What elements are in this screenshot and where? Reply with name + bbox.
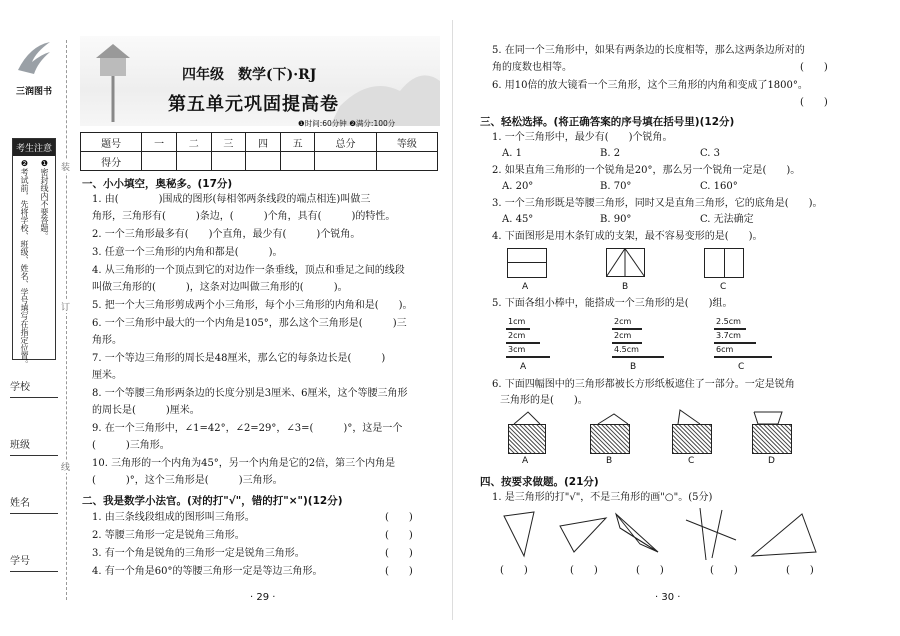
table-row <box>81 133 438 152</box>
option[interactable]: C. 160° <box>700 181 738 192</box>
question-text: 角的度数也相等。 <box>492 62 572 73</box>
stick <box>506 356 550 358</box>
student-id-field[interactable]: 学号 <box>10 552 58 572</box>
question-text: 6. 下面四幅图中的三角形都被长方形纸板遮住了一部分。一定是锐角 <box>492 379 795 390</box>
option[interactable]: A. 1 <box>502 148 522 159</box>
option[interactable]: A. 20° <box>502 181 534 192</box>
question-text: 厘米。 <box>92 370 122 381</box>
table-cell: 四 <box>246 133 281 152</box>
answer-paren[interactable]: ( ) <box>570 565 598 576</box>
answer-paren[interactable]: ( ) <box>636 565 664 576</box>
stick <box>506 342 540 344</box>
cover-board <box>590 424 630 454</box>
exam-notice-box <box>12 138 56 368</box>
frame-a-figure[interactable] <box>507 248 547 278</box>
question-text: 1. 一个三角形中，最少有( )个锐角。 <box>492 132 673 143</box>
table-cell: 等级 <box>376 133 437 152</box>
stick-length: 3.7cm <box>716 331 741 340</box>
page-number: · 30 · <box>655 592 681 603</box>
option-label: C <box>688 456 695 466</box>
page-number: · 29 · <box>250 592 276 603</box>
question-text: 1. 由三条线段组成的图形叫三角形。 <box>92 512 255 523</box>
score-cell[interactable] <box>142 152 177 171</box>
stick-length: 3cm <box>508 345 526 354</box>
stick <box>612 328 642 330</box>
name-field[interactable]: 姓名 <box>10 494 58 514</box>
cover-board <box>752 424 792 454</box>
score-cell[interactable] <box>176 152 211 171</box>
question-text: 4. 从三角形的一个顶点到它的对边作一条垂线，顶点和垂足之间的线段 <box>92 265 405 276</box>
section-3-heading: 三、轻松选择。(将正确答案的序号填在括号里)(12分) <box>480 116 735 128</box>
question-text: 9. 在一个三角形中，∠1=42°，∠2=29°，∠3=( )°，这是一个 <box>92 423 403 434</box>
question-text: 1. 是三角形的打"√"，不是三角形的画"○"。(5分) <box>492 492 713 503</box>
score-cell[interactable] <box>315 152 376 171</box>
binding-mark: 线 <box>61 460 70 473</box>
wing-logo-icon <box>14 40 54 78</box>
stick <box>612 356 664 358</box>
binding-mark: 装 <box>61 160 70 173</box>
option-label: A <box>522 282 529 292</box>
class-field[interactable]: 班级 <box>10 436 58 456</box>
question-text: 3. 有一个角是锐角的三角形一定是锐角三角形。 <box>92 548 305 559</box>
time-limit: ❶时间:60分钟 <box>298 119 347 128</box>
binding-line <box>66 40 67 600</box>
stick-length: 2cm <box>508 331 526 340</box>
stick-length: 2cm <box>614 331 632 340</box>
notice-line-1: ❶密封线内不要答题。 <box>40 159 49 240</box>
question-text: 叫做三角形的( )，这条对边叫做三角形的( )。 <box>92 282 348 293</box>
cover-board <box>508 424 546 454</box>
option-label[interactable]: B <box>630 362 637 372</box>
question-text: 2. 一个三角形最多有( )个直角，最少有( )个锐角。 <box>92 229 361 240</box>
table-cell: 总分 <box>315 133 376 152</box>
cover-board <box>672 424 712 454</box>
question-text: 8. 一个等腰三角形两条边的长度分别是3厘米、6厘米，这个等腰三角形 <box>92 388 408 399</box>
answer-paren[interactable]: ( ) <box>500 565 528 576</box>
score-cell[interactable] <box>280 152 315 171</box>
stick <box>612 342 642 344</box>
table-cell: 三 <box>211 133 246 152</box>
notice-title: 考生注意 <box>13 139 55 156</box>
notice-line-2: ❷考试前，先将学校、班级、姓名、学号填写在指定位置。 <box>20 159 29 368</box>
question-text: 的周长是( )厘米。 <box>92 405 200 416</box>
page-title: 第五单元巩固提高卷 <box>168 94 339 115</box>
question-text: 4. 下面图形是用木条钉成的支架，最不容易变形的是( )。 <box>492 231 763 242</box>
stick <box>714 328 746 330</box>
option-label: B <box>622 282 629 292</box>
question-text: 10. 三角形的一个内角为45°，另一个内角是它的2倍，第三个内角是 <box>92 458 396 469</box>
answer-paren[interactable]: ( ) <box>385 530 413 541</box>
answer-paren[interactable]: ( ) <box>786 565 814 576</box>
question-text: 2. 等腰三角形一定是锐角三角形。 <box>92 530 245 541</box>
shape-judgement-figures <box>490 506 830 566</box>
question-text: 1. 由( )围成的图形(每相邻两条线段的端点相连)叫做三 <box>92 194 371 205</box>
question-text: 5. 把一个大三角形剪成两个小三角形，每个小三角形的内角和是( )。 <box>92 300 413 311</box>
option[interactable]: C. 无法确定 <box>700 214 754 225</box>
question-text: 5. 下面各组小棒中，能搭成一个三角形的是( )组。 <box>492 298 733 309</box>
answer-paren[interactable]: ( ) <box>800 62 828 73</box>
question-text: 三角形的是( )。 <box>500 395 588 406</box>
table-cell: 得分 <box>81 152 142 171</box>
option-label: D <box>768 456 775 466</box>
grade-subject: 四年级 数学(下)·RJ <box>182 67 317 83</box>
table-cell: 二 <box>176 133 211 152</box>
question-text: 3. 任意一个三角形的内角和都是( )。 <box>92 247 283 258</box>
page-divider <box>452 20 453 620</box>
stick-length: 6cm <box>716 345 734 354</box>
table-cell: 一 <box>142 133 177 152</box>
option-label[interactable]: C <box>738 362 745 372</box>
question-text: ( )三角形。 <box>92 440 170 451</box>
option[interactable]: B. 70° <box>600 181 632 192</box>
question-text: 7. 一个等边三角形的周长是48厘米，那么它的每条边长是( ) <box>92 353 386 364</box>
table-cell: 五 <box>280 133 315 152</box>
full-score: ❷满分:100分 <box>349 119 396 128</box>
table-cell: 题号 <box>81 133 142 152</box>
stick-length: 2.5cm <box>716 317 741 326</box>
option-label: C <box>720 282 727 292</box>
binding-mark: 订 <box>61 300 70 313</box>
stick <box>506 328 530 330</box>
option-label: A <box>522 456 529 466</box>
answer-paren[interactable]: ( ) <box>710 565 738 576</box>
score-cell[interactable] <box>246 152 281 171</box>
stick-length: 1cm <box>508 317 526 326</box>
question-text: ( )°，这个三角形是( )三角形。 <box>92 475 283 486</box>
answer-paren[interactable]: ( ) <box>800 97 828 108</box>
option[interactable]: B. 90° <box>600 214 632 225</box>
question-text: 角形。 <box>92 335 122 346</box>
question-text: 6. 一个三角形中最大的一个内角是105°，那么这个三角形是( )三 <box>92 318 407 329</box>
logo-text: 三润图书 <box>15 87 52 97</box>
option[interactable]: C. 3 <box>700 148 721 159</box>
table-row <box>81 152 438 171</box>
stick <box>714 356 772 358</box>
question-text: 4. 有一个角是60°的等腰三角形一定是等边三角形。 <box>92 566 323 577</box>
question-text: 2. 如果直角三角形的一个锐角是20°，那么另一个锐角一定是( )。 <box>492 165 801 176</box>
stick <box>714 342 756 344</box>
section-2-heading: 二、我是数学小法官。(对的打"√"，错的打"×")(12分) <box>82 495 343 507</box>
section-1-heading: 一、小小填空，奥秘多。(17分) <box>82 178 233 190</box>
exam-meta <box>298 118 395 129</box>
question-text: 5. 在同一个三角形中，如果有两条边的长度相等，那么这两条边所对的 <box>492 45 805 56</box>
answer-paren[interactable]: ( ) <box>385 566 413 577</box>
frame-b-figure[interactable] <box>606 248 646 278</box>
score-table <box>80 132 438 171</box>
option[interactable]: B. 2 <box>600 148 621 159</box>
question-text: 角形，三角形有( )条边，( )个角，具有( )的特性。 <box>92 211 396 222</box>
score-cell[interactable] <box>211 152 246 171</box>
school-field[interactable]: 学校 <box>10 378 58 398</box>
stick-length: 2cm <box>614 317 632 326</box>
option-label[interactable]: A <box>520 362 527 372</box>
answer-paren[interactable]: ( ) <box>385 512 413 523</box>
question-text: 6. 用10倍的放大镜看一个三角形，这个三角形的内角和变成了1800°。 <box>492 80 808 91</box>
option-label: B <box>606 456 613 466</box>
stick-length: 4.5cm <box>614 345 639 354</box>
question-text: 3. 一个三角形既是等腰三角形，同时又是直角三角形，它的底角是( )。 <box>492 198 823 209</box>
option[interactable]: A. 45° <box>502 214 534 225</box>
score-cell[interactable] <box>376 152 437 171</box>
publisher-logo <box>12 40 56 97</box>
section-4-heading: 四、按要求做题。(21分) <box>480 476 599 488</box>
answer-paren[interactable]: ( ) <box>385 548 413 559</box>
frame-c-figure[interactable] <box>704 248 744 278</box>
